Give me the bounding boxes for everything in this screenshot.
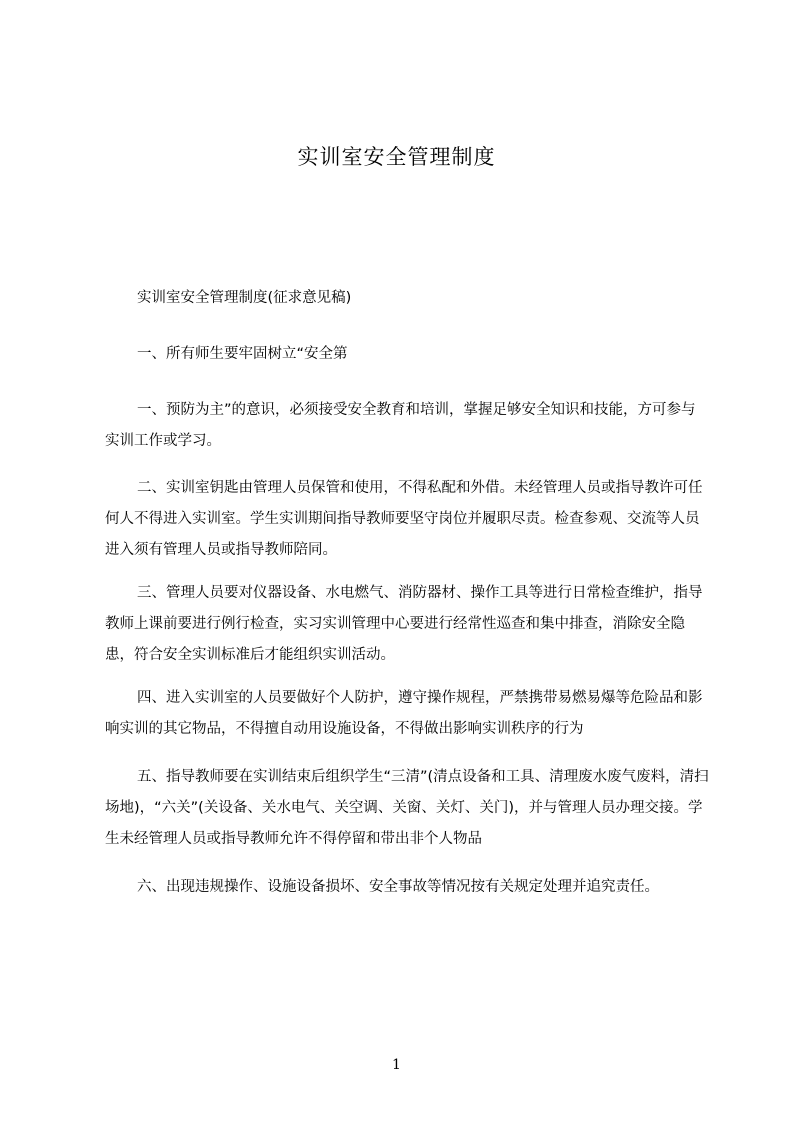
- paragraph-3: 三、管理人员要对仪器设备、水电燃气、消防器材、操作工具等进行日常检查维护，指导教师上课前要进行例行检查，实习实训管理中心要进行经常性巡查和集中排查，消除安全隐患，符合安全实训标准后才能组织实训活动。: [105, 585, 703, 663]
- paragraph-1-continued: 一、预防为主”的意识，必须接受安全教育和培训，掌握足够安全知识和技能，方可参与实训工作或学习。: [105, 402, 696, 449]
- paragraph-1-start: 一、所有师生要牢固树立“安全第: [137, 346, 348, 362]
- page-title: 实训室安全管理制度: [297, 145, 496, 169]
- paragraph-2: 二、实训室钥匙由管理人员保管和使用，不得私配和外借。未经管理人员或指导教许可任何人不得进入实训室。学生实训期间指导教师要坚守岗位并履职尽责。检查参观、交流等人员进入须有管理人员或指导教师陪同。: [105, 480, 703, 558]
- paragraph-6: 六、出现违规操作、设施设备损坏、安全事故等情况按有关规定处理并追究责任。: [137, 879, 659, 895]
- document-subtitle: 实训室安全管理制度(征求意见稿): [137, 290, 352, 306]
- paragraph-4: 四、进入实训室的人员要做好个人防护，遵守操作规程，严禁携带易燃易爆等危险品和影响实训的其它物品，不得擅自动用设施设备，不得做出影响实训秩序的行为: [105, 690, 703, 737]
- paragraph-5: 五、指导教师要在实训结束后组织学生“三清”(清点设备和工具、清理废水废气废料，清扫场地)，“六关”(关设备、关水电气、关空调、关窗、关灯、关门)，并与管理人员办理交接。学生未经管理人员或指导教师允许不得停留和带出非个人物品: [105, 769, 709, 847]
- page-number: 1: [392, 1057, 401, 1073]
